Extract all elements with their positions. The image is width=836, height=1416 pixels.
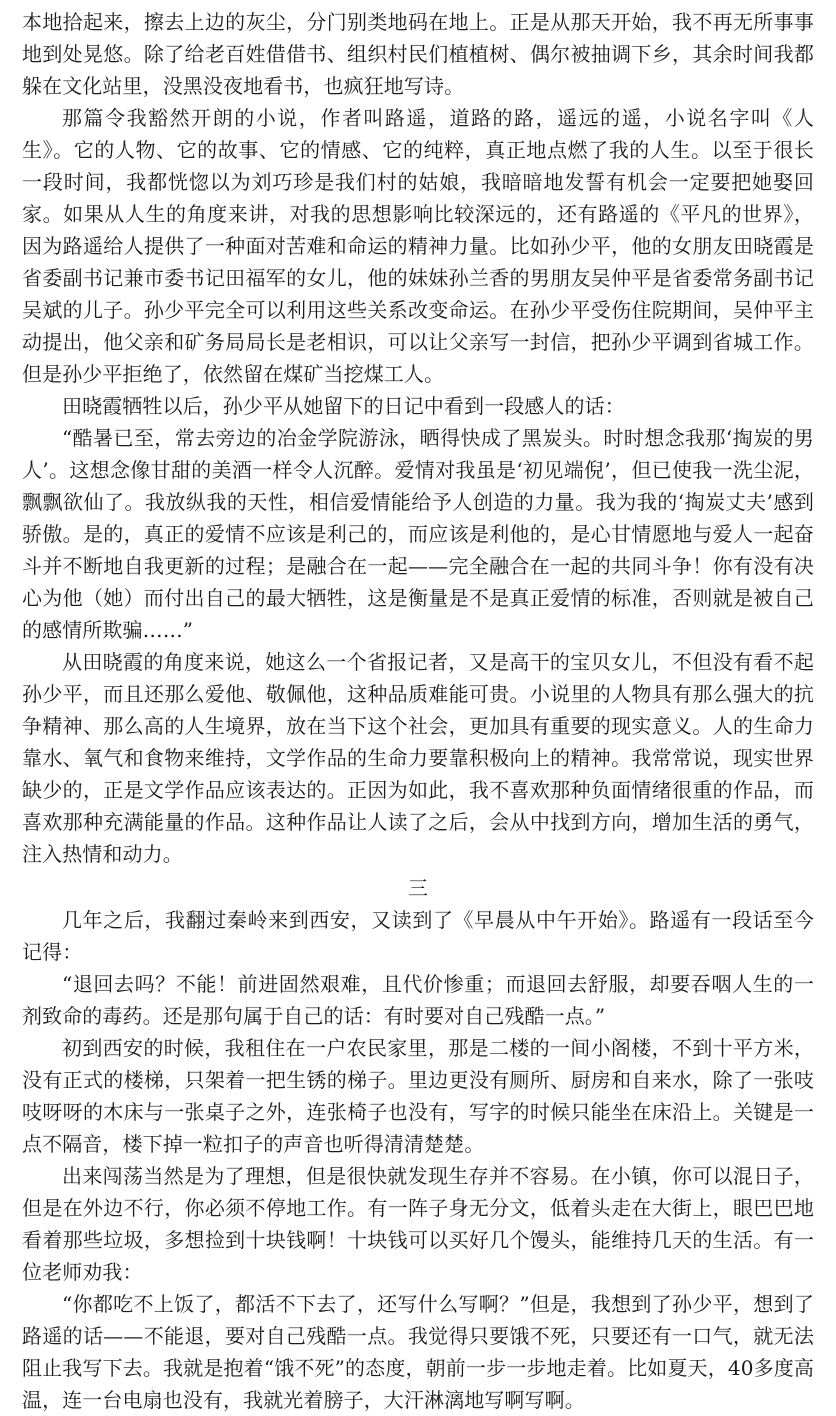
section-three-body (22, 904, 814, 1416)
section-heading: 三 (407, 876, 429, 900)
paragraph-9: 出来闯荡当然是为了理想，但是很快就发现生存并不容易。在小镇，你可以混日子，但是在外边不行，你必须不停地工作。有一阵子身无分文，低着头走在大街上，眼巴巴地看着那些垃圾，多想捡到十块钱啊！十块钱可以买好几个馒头，能维持几天的生活。有一位老师劝我： (22, 1164, 814, 1284)
paragraph-6: 几年之后，我翻过秦岭来到西安，又读到了《早晨从中午开始》。路遥有一段话至今记得： (22, 908, 814, 964)
lu-yao-quote: “退回去吗？不能！前进固然艰难，且代价惨重；而退回去舒服，却要吞咽人生的一剂致命的毒药。还是那句属于自己的话：有时要对自己残酷一点。” (22, 972, 814, 1028)
paragraph-10: “你都吃不上饭了，都活不下去了，还写什么写啊？”但是，我想到了孙少平，想到了路遥的话——不能退，要对自己残酷一点。我觉得只要饿不死，只要还有一口气，就无法阻止我写下去。我就是抱着“饿不死”的态度，朝前一步一步地走着。比如夏天，40多度高温，连一台电扇也没有，我就光着膀子，大汗淋漓地写啊写啊。 (22, 1292, 814, 1412)
paragraph-1: 本地拾起来，擦去上边的灰尘，分门别类地码在地上。正是从那天开始，我不再无所事事地到处晃悠。除了给老百姓借借书、组织村民们植植树、偶尔被抽调下乡，其余时间我都躲在文化站里，没黑没夜地看书，也疯狂地写诗。 (22, 10, 814, 98)
diary-quote: “酷暑已至，常去旁边的冶金学院游泳，晒得快成了黑炭头。时时想念我那‘掏炭的男人’。这想念像甘甜的美酒一样令人沉醉。爱情对我虽是‘初见端倪’，但已使我一洗尘泥，飘飘欲仙了。我放纵我的天性，相信爱情能给予人创造的力量。我为我的‘掏炭丈夫’感到骄傲。是的，真正的爱情不应该是利己的，而应该是利他的，是心甘情愿地与爱人一起奋斗并不断地自我更新的过程；是融合在一起——完全融合在一起的共同斗争！你有没有决心为他（她）而付出自己的最大牺牲，这是衡量是不是真正爱情的标准，否则就是被自己的感情所欺骗……” (22, 426, 814, 642)
paragraph-5: 从田晓霞的角度来说，她这么一个省报记者，又是高干的宝贝女儿，不但没有看不起孙少平，而且还那么爱他、敬佩他，这种品质难能可贵。小说里的人物具有那么强大的抗争精神、那么高的人生境界，放在当下这个社会，更加具有重要的现实意义。人的生命力靠水、氧气和食物来维持，文学作品的生命力要靠积极向上的精神。我常常说，现实世界缺少的，正是文学作品应该表达的。正因为如此，我不喜欢那种负面情绪很重的作品，而喜欢那种充满能量的作品。这种作品让人读了之后，会从中找到方向，增加生活的勇气，注入热情和动力。 (22, 650, 814, 866)
paragraph-8: 初到西安的时候，我租住在一户农民家里，那是二楼的一间小阁楼，不到十平方米，没有正式的楼梯，只架着一把生锈的梯子。里边更没有厕所、厨房和自来水，除了一张吱吱呀呀的木床与一张桌子之外，连张椅子也没有，写字的时候只能坐在床沿上。关键是一点不隔音，楼下掉一粒扣子的声音也听得清清楚楚。 (22, 1036, 814, 1156)
paragraph-2: 那篇令我豁然开朗的小说，作者叫路遥，道路的路，遥远的遥，小说名字叫《人生》。它的人物、它的故事、它的情感、它的纯粹，真正地点燃了我的人生。以至于很长一段时间，我都恍惚以为刘巧珍是我们村的姑娘，我暗暗地发誓有机会一定要把她娶回家。如果从人生的角度来讲，对我的思想影响比较深远的，还有路遥的《平凡的世界》，因为路遥给人提供了一种面对苦难和命运的精神力量。比如孙少平，他的女朋友田晓霞是省委副书记兼市委书记田福军的女儿，他的妹妹孙兰香的男朋友吴仲平是省委常务副书记吴斌的儿子。孙少平完全可以利用这些关系改变命运。在孙少平受伤住院期间，吴仲平主动提出，他父亲和矿务局局长是老相识，可以让父亲写一封信，把孙少平调到省城工作。但是孙少平拒绝了，依然留在煤矿当挖煤工人。 (22, 106, 814, 386)
document-page (22, 6, 814, 1416)
section-two-body (22, 6, 814, 870)
paragraph-3: 田晓霞牺牲以后，孙少平从她留下的日记中看到一段感人的话： (62, 394, 625, 418)
